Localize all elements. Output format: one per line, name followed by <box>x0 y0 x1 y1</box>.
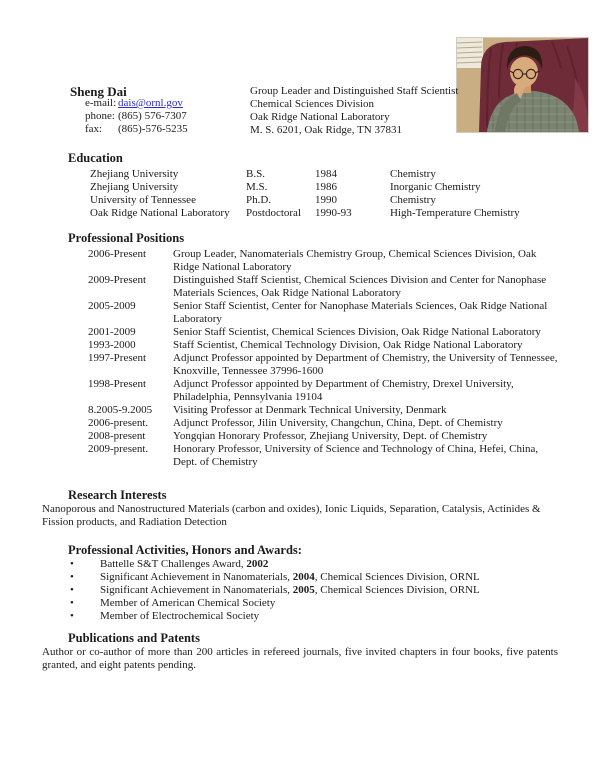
award-item <box>0 571 600 584</box>
position-row <box>0 248 600 274</box>
position-description: Adjunct Professor appointed by Department of Chemistry, the University of Tennessee, Knoxville, Tennessee 37996-1600 <box>173 352 558 377</box>
publications-text: Author or co-author of more than 200 articles in refereed journals, five invited chapters in four books, five patents granted, and eight patents pending. <box>42 646 558 671</box>
position-description: Visiting Professor at Denmark Technical University, Denmark <box>173 404 447 416</box>
position-row <box>0 417 600 430</box>
award-text: Member of American Chemical Society <box>100 597 276 609</box>
awards-list <box>0 558 600 623</box>
person-name: Sheng Dai <box>70 84 127 99</box>
portrait-photo-image <box>457 38 588 132</box>
contact-row-phone <box>85 110 187 123</box>
field: Chemistry <box>390 194 436 206</box>
degree: B.S. <box>246 168 265 180</box>
section-heading-education: Education <box>68 151 123 165</box>
position-description: Adjunct Professor, Jilin University, Changchun, China, Dept. of Chemistry <box>173 417 503 429</box>
portrait-photo <box>456 37 589 133</box>
phone-label: phone: <box>85 110 115 122</box>
bullet-icon: • <box>70 584 74 596</box>
position-description: Senior Staff Scientist, Chemical Sciences Division, Oak Ridge National Laboratory <box>173 326 541 338</box>
affiliation-address: M. S. 6201, Oak Ridge, TN 37831 <box>250 124 402 136</box>
field: Inorganic Chemistry <box>390 181 481 193</box>
institution: Zhejiang University <box>90 168 179 180</box>
award-item <box>0 610 600 623</box>
position-dates: 2005-2009 <box>88 300 136 312</box>
education-row <box>0 194 600 207</box>
institution: Oak Ridge National Laboratory <box>90 207 230 219</box>
position-dates: 2006-Present <box>88 248 147 260</box>
award-item <box>0 558 600 571</box>
institution: Zhejiang University <box>90 181 179 193</box>
position-description: Honorary Professor, University of Science and Technology of China, Hefei, China, Dept. of Chemistry <box>173 443 539 468</box>
affiliation-division: Chemical Sciences Division <box>250 98 375 110</box>
year: 1986 <box>315 181 337 193</box>
position-dates: 1993-2000 <box>88 339 136 351</box>
position-description: Group Leader, Nanomaterials Chemistry Group, Chemical Sciences Division, Oak Ridge National Laboratory <box>173 248 537 273</box>
bullet-icon: • <box>70 610 74 622</box>
position-row <box>0 326 600 339</box>
degree: M.S. <box>246 181 268 193</box>
position-dates: 2006-present. <box>88 417 149 429</box>
position-row <box>0 300 600 326</box>
position-dates: 2001-2009 <box>88 326 136 338</box>
position-dates: 2009-Present <box>88 274 147 286</box>
research-interests-text: Nanoporous and Nanostructured Materials (carbon and oxides), Ionic Liquids, Separation, Catalysis, Actinides & Fission products, and Radiation Detection <box>42 503 541 528</box>
award-item <box>0 597 600 610</box>
position-row <box>0 443 600 469</box>
award-text: Member of Electrochemical Society <box>100 610 260 622</box>
award-text: Battelle S&T Challenges Award, 2002 <box>100 558 269 570</box>
section-heading-research: Research Interests <box>68 488 167 502</box>
section-heading-activities: Professional Activities, Honors and Awards: <box>68 543 302 557</box>
position-row <box>0 339 600 352</box>
position-row <box>0 378 600 404</box>
section-heading-positions: Professional Positions <box>68 231 185 245</box>
position-row <box>0 404 600 417</box>
award-item <box>0 584 600 597</box>
positions-list <box>0 248 600 469</box>
award-text: Significant Achievement in Nanomaterials, 2004, Chemical Sciences Division, ORNL <box>100 571 480 583</box>
position-description: Staff Scientist, Chemical Technology Division, Oak Ridge National Laboratory <box>173 339 523 351</box>
fax-value: (865)-576-5235 <box>118 123 188 135</box>
education-row <box>0 207 600 220</box>
position-dates: 1997-Present <box>88 352 147 364</box>
fax-label: fax: <box>85 123 103 135</box>
degree: Postdoctoral <box>246 207 301 219</box>
education-row <box>0 181 600 194</box>
phone-value: (865) 576-7307 <box>118 110 187 122</box>
affiliation-laboratory: Oak Ridge National Laboratory <box>250 111 390 123</box>
position-description: Distinguished Staff Scientist, Chemical Sciences Division and Center for Nanophase Materials Sciences, Oak Ridge National Laboratory <box>173 274 547 299</box>
contact-row-email <box>85 97 183 110</box>
position-description: Senior Staff Scientist, Center for Nanophase Materials Sciences, Oak Ridge National Laboratory <box>173 300 548 325</box>
position-row <box>0 352 600 378</box>
position-dates: 2009-present. <box>88 443 149 455</box>
affiliation-title: Group Leader and Distinguished Staff Scientist <box>250 85 459 97</box>
award-text: Significant Achievement in Nanomaterials, 2005, Chemical Sciences Division, ORNL <box>100 584 480 596</box>
education-row <box>0 168 600 181</box>
email-link[interactable]: dais@ornl.gov <box>118 97 183 109</box>
year: 1984 <box>315 168 337 180</box>
position-description: Adjunct Professor appointed by Department of Chemistry, Drexel University, Philadelphia, Pennsylvania 19104 <box>173 378 514 403</box>
position-row <box>0 430 600 443</box>
position-row <box>0 274 600 300</box>
position-dates: 1998-Present <box>88 378 147 390</box>
field: High-Temperature Chemistry <box>390 207 520 219</box>
email-label: e-mail: <box>85 97 117 109</box>
institution: University of Tennessee <box>90 194 196 206</box>
position-description: Yongqian Honorary Professor, Zhejiang University, Dept. of Chemistry <box>173 430 488 442</box>
field: Chemistry <box>390 168 436 180</box>
position-dates: 8.2005-9.2005 <box>88 404 153 416</box>
position-dates: 2008-present <box>88 430 146 442</box>
year: 1990 <box>315 194 337 206</box>
bullet-icon: • <box>70 597 74 609</box>
year: 1990-93 <box>315 207 352 219</box>
bullet-icon: • <box>70 558 74 570</box>
contact-row-fax <box>85 123 188 136</box>
degree: Ph.D. <box>246 194 272 206</box>
bullet-icon: • <box>70 571 74 583</box>
section-heading-publications: Publications and Patents <box>68 631 200 645</box>
education-table <box>0 168 600 220</box>
